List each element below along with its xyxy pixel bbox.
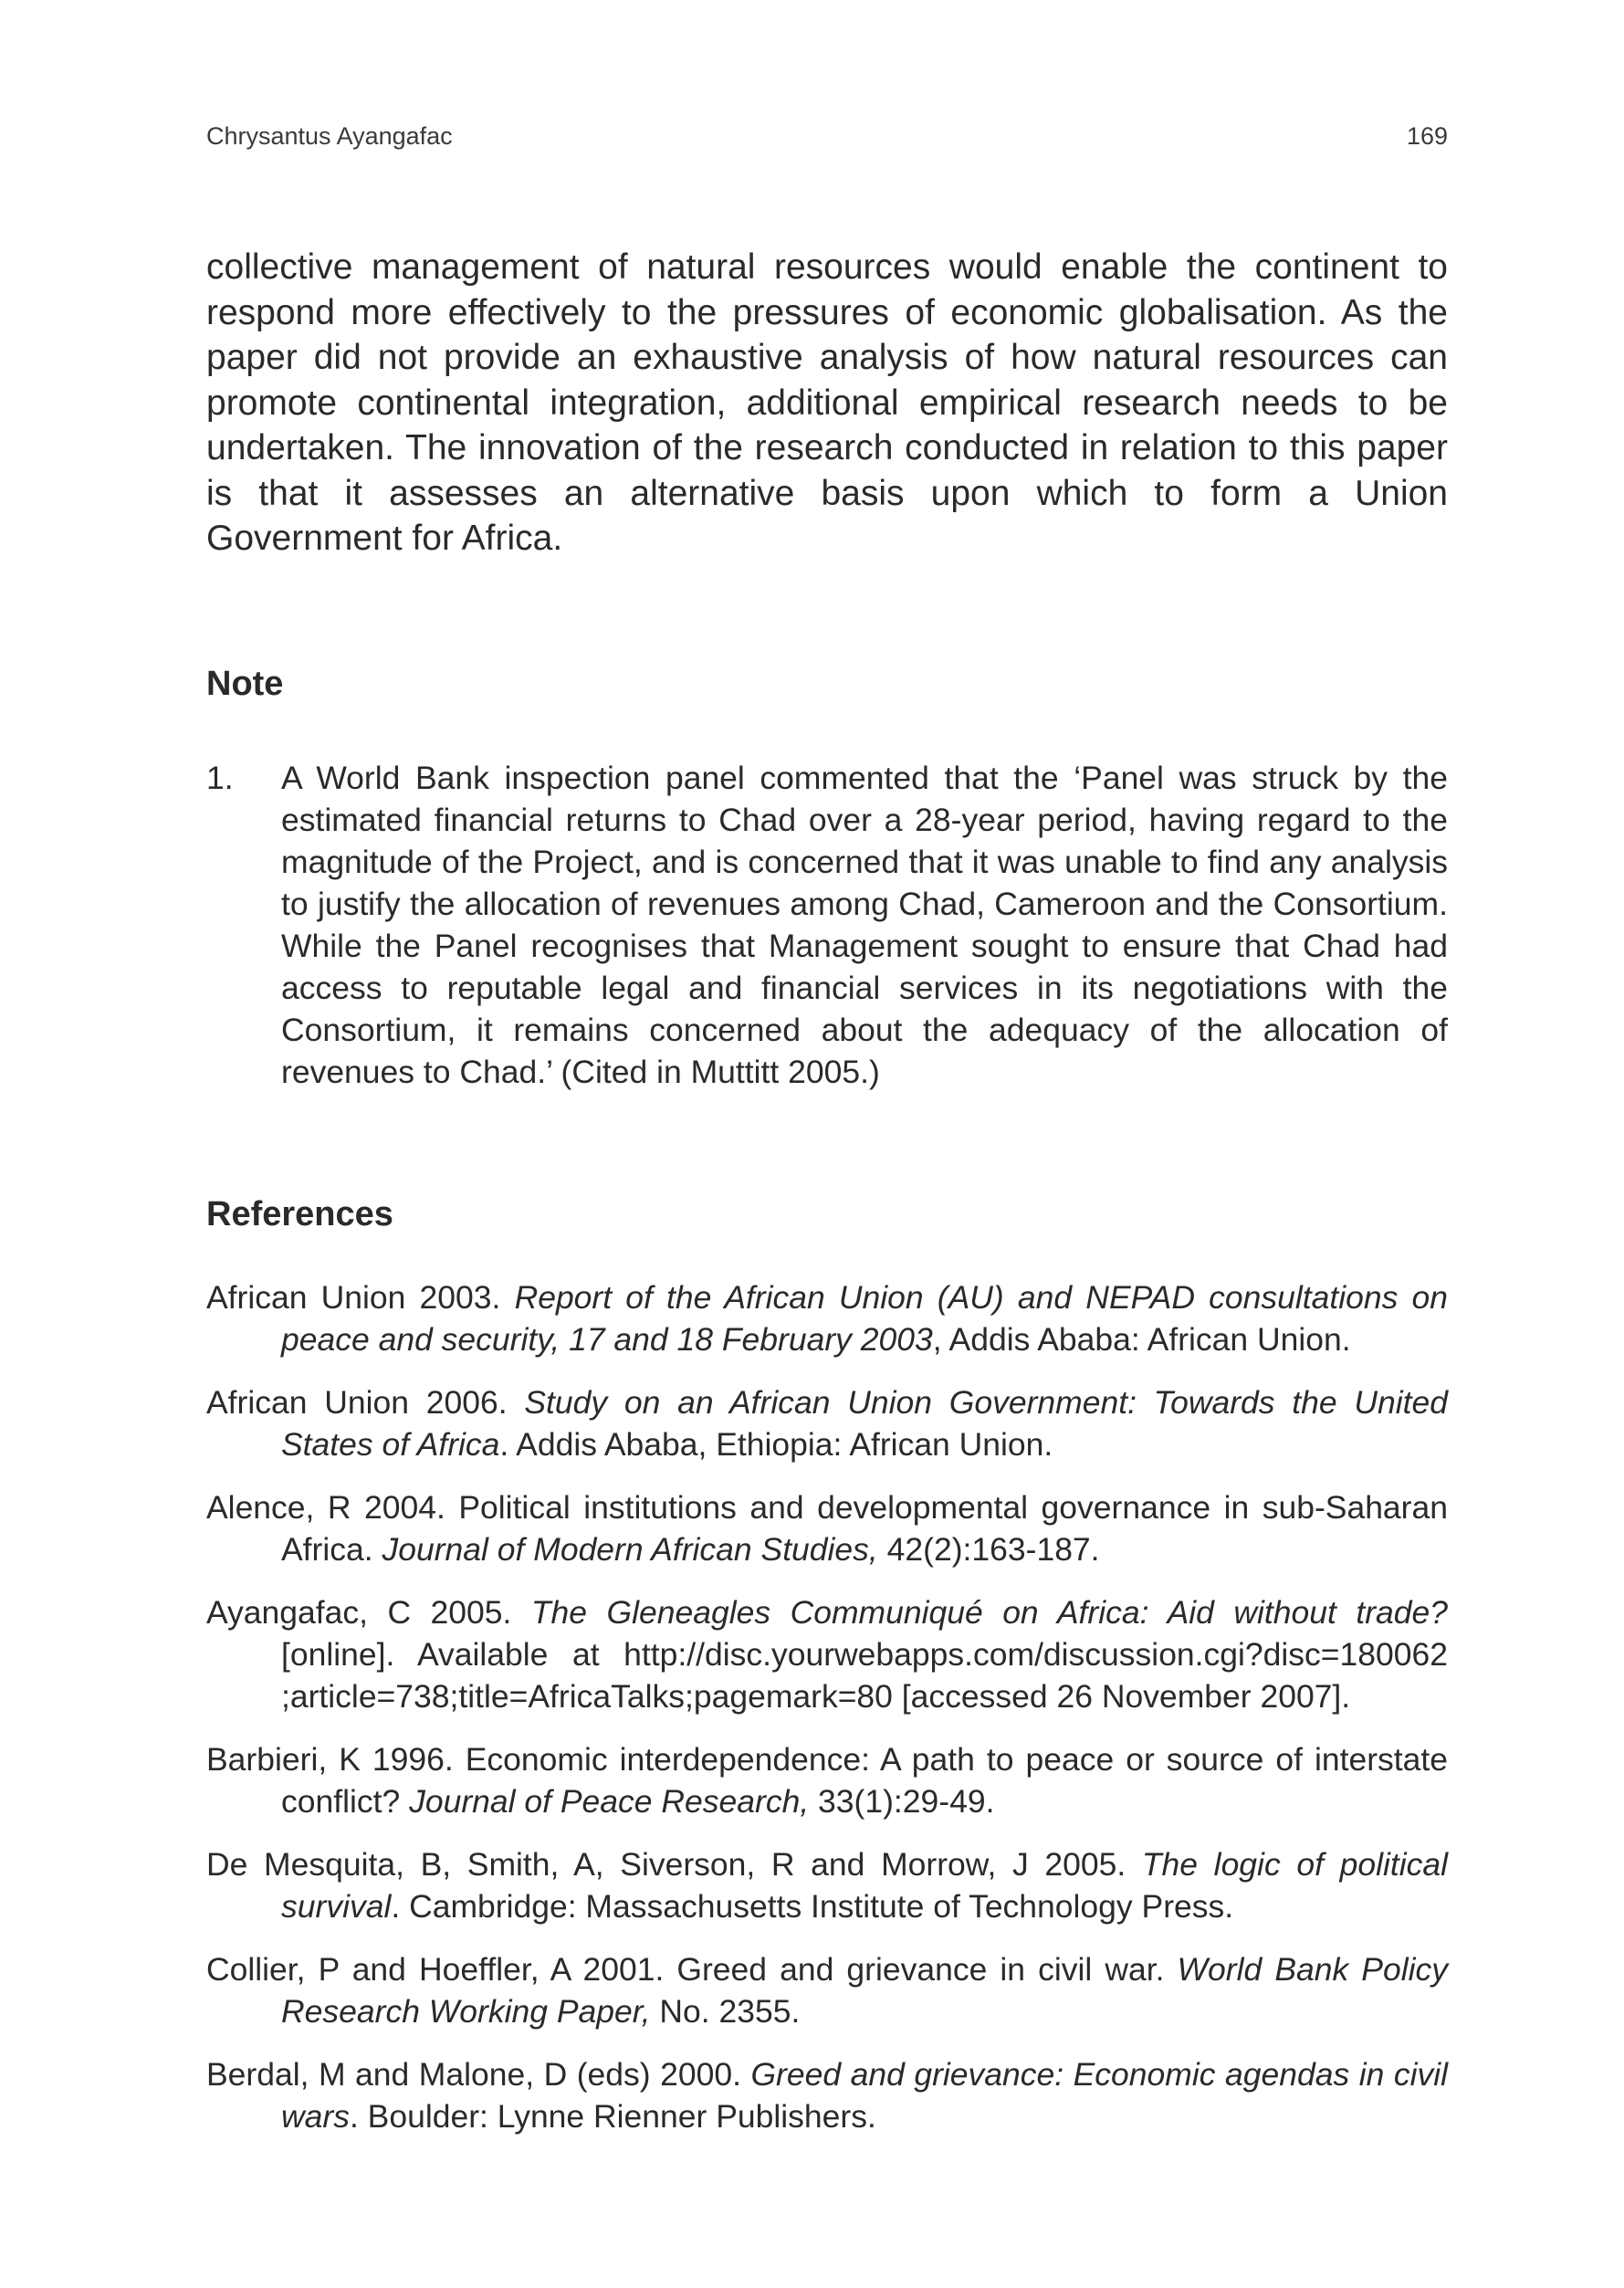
reference-item <box>206 1843 1448 1927</box>
note-text: A World Bank inspection panel commented that the ‘Panel was struck by the estimated financial returns to Chad over a 28-year period, having regard to the magnitude of the Project, and is concerned that it was unable to find any analysis to justify the allocation of revenues among Chad, Cameroon and the Consortium. While the Panel recognises that Management sought to ensure that Chad had access to reputable legal and financial services in its negotiations with the Consortium, it remains concerned about the adequacy of the allocation of revenues to Chad.’ (Cited in Muttitt 2005.) <box>281 759 1448 1090</box>
reference-tail: [online]. Available at http://disc.yourwebapps.com/discussion.cgi?disc=180062 ;article=738;title=AfricaTalks;pagemark=80 [accessed 26 November 2007]. <box>281 1635 1448 1715</box>
reference-lead: Ayangafac, C 2005. <box>206 1593 531 1631</box>
reference-tail: , Addis Ababa: African Union. <box>932 1320 1351 1358</box>
reference-lead: De Mesquita, B, Smith, A, Siverson, R and Morrow, J 2005. <box>206 1845 1142 1883</box>
reference-tail: . Boulder: Lynne Rienner Publishers. <box>349 2097 876 2135</box>
reference-title: Journal of Peace Research, <box>409 1782 810 1820</box>
reference-item <box>206 1486 1448 1570</box>
note-item <box>206 757 1448 1093</box>
body-paragraph: collective management of natural resources would enable the continent to respond more effectively to the pressures of economic globalisation. As the paper did not provide an exhaustive analysis of how natural resources can promote continental integration, additional empirical research needs to be undertaken. The innovation of the research conducted in relation to this paper is that it assesses an alternative basis upon which to form a Union Government for Africa. <box>206 247 1448 558</box>
reference-item <box>206 1738 1448 1822</box>
reference-lead: Collier, P and Hoeffler, A 2001. Greed and grievance in civil war. <box>206 1950 1178 1988</box>
reference-tail: No. 2355. <box>650 1992 801 2030</box>
reference-title: Greed and grievance: Economic agendas in civil wars <box>281 2055 1448 2135</box>
reference-lead: Alence, R 2004. Political institutions and developmental governance in sub-Saharan Africa. <box>206 1488 1448 1568</box>
reference-list <box>206 1276 1448 2137</box>
reference-title: Journal of Modern African Studies, <box>382 1530 878 1568</box>
reference-item <box>206 1381 1448 1465</box>
reference-title: Study on an African Union Government: Towards the United States of Africa <box>281 1383 1448 1463</box>
running-head: Chrysantus Ayangafac <box>206 122 453 150</box>
page-number: 169 <box>1406 122 1448 150</box>
reference-lead: Berdal, M and Malone, D (eds) 2000. <box>206 2055 751 2093</box>
reference-title: The logic of political survival <box>281 1845 1448 1925</box>
page-content <box>206 245 1448 2158</box>
reference-lead: Barbieri, K 1996. Economic interdependence: A path to peace or source of interstate conflict? <box>206 1740 1448 1820</box>
reference-title: The Gleneagles Communiqué on Africa: Aid without trade? <box>530 1593 1448 1631</box>
references-heading: References <box>206 1194 393 1233</box>
reference-lead: African Union 2003. <box>206 1278 515 1316</box>
page-header <box>206 122 1448 159</box>
reference-title: Report of the African Union (AU) and NEPAD consultations on peace and security, 17 and 18 February 2003 <box>281 1278 1448 1358</box>
reference-title: World Bank Policy Research Working Paper, <box>281 1950 1449 2030</box>
reference-tail: . Cambridge: Massachusetts Institute of Technology Press. <box>391 1887 1234 1925</box>
reference-tail: 33(1):29-49. <box>809 1782 995 1820</box>
reference-item <box>206 2053 1448 2137</box>
reference-tail: . Addis Ababa, Ethiopia: African Union. <box>499 1425 1053 1463</box>
reference-item <box>206 1276 1448 1360</box>
reference-lead: African Union 2006. <box>206 1383 525 1421</box>
reference-item <box>206 1591 1448 1717</box>
reference-item <box>206 1948 1448 2032</box>
note-number: 1. <box>206 759 234 796</box>
reference-tail: 42(2):163-187. <box>877 1530 1100 1568</box>
note-heading: Note <box>206 664 284 703</box>
